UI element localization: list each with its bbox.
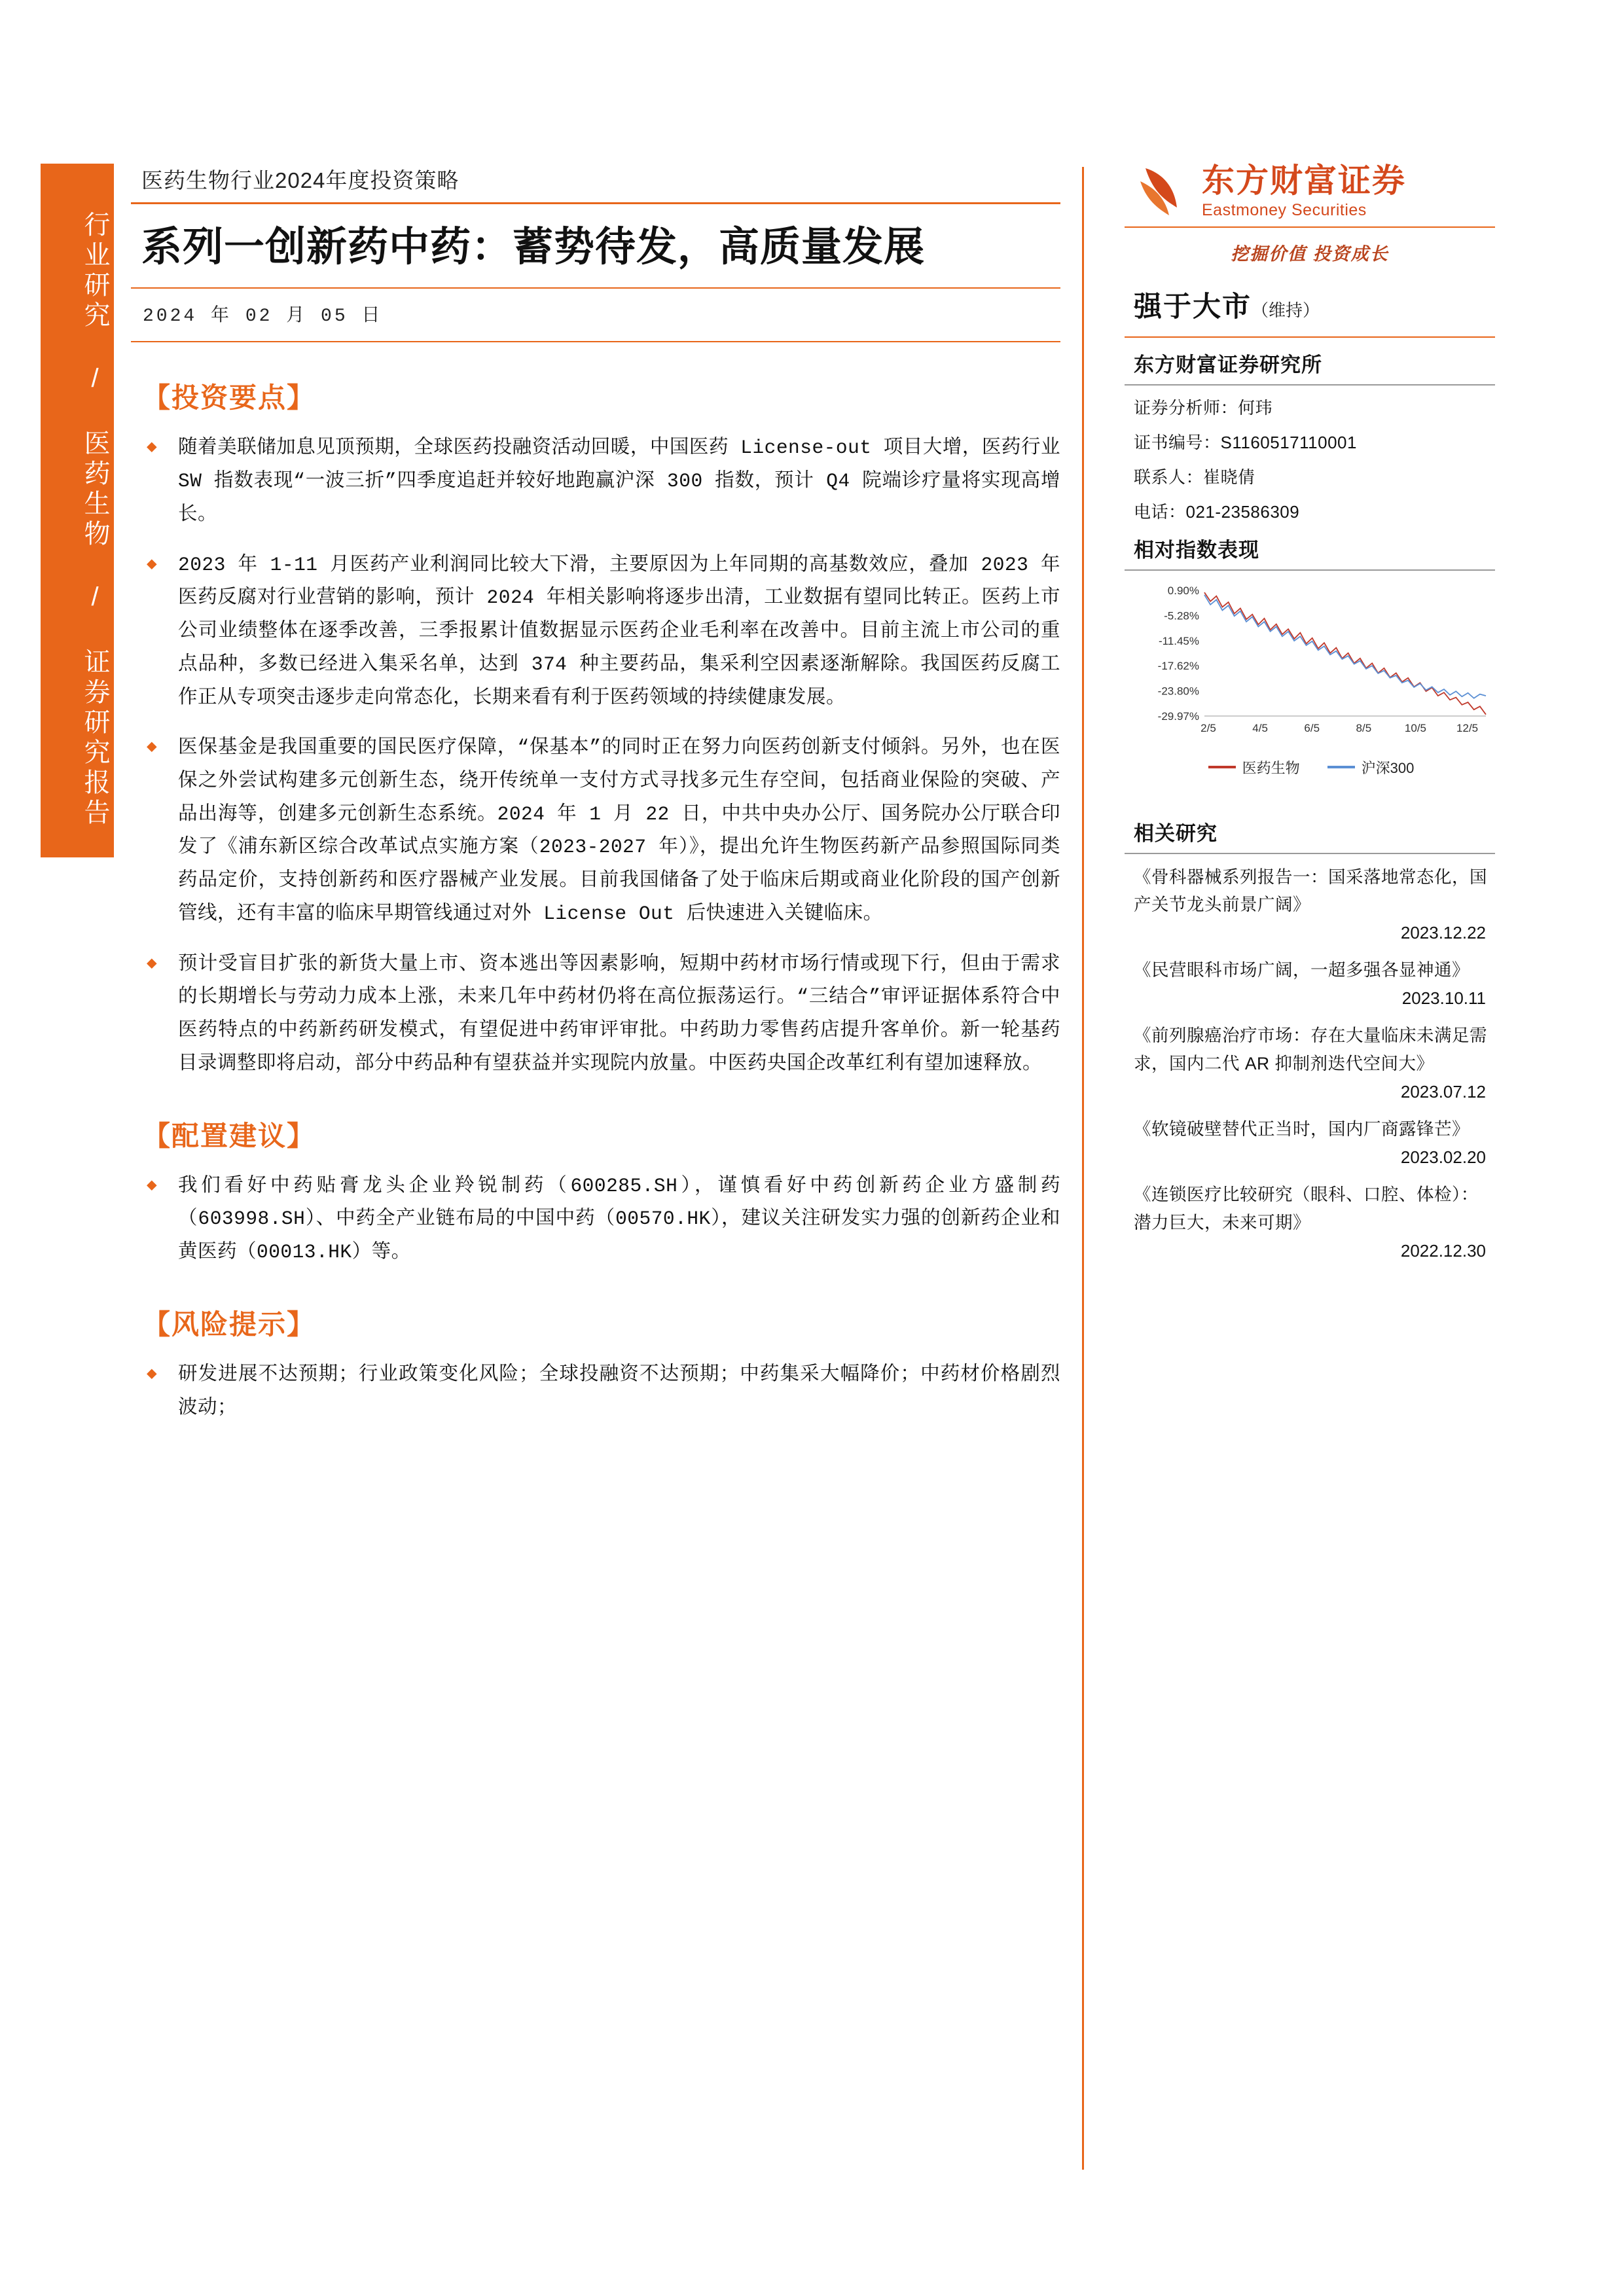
rating-block [1125, 285, 1495, 325]
contact-phone: 电话：021-23586309 [1134, 501, 1300, 522]
sidebar-label: 行业研究 / 医药生物 / 证券研究报告 [81, 211, 109, 829]
list-item[interactable]: 《连锁医疗比较研究（眼科、口腔、体检）：潜力巨大，未来可期》 [1134, 1185, 1479, 1232]
brand-rule [1125, 226, 1495, 228]
list-item-date: 2023.12.22 [1400, 923, 1486, 943]
svg-text:12/5: 12/5 [1456, 721, 1479, 734]
list-item: ◆ 研发进展不达预期；行业政策变化风险；全球投融资不达预期；中药集采大幅降价；中药材价格剧烈波动； [131, 1358, 1060, 1424]
list-item-date: 2023.02.20 [1400, 1147, 1486, 1168]
highlights-list [131, 431, 1060, 1080]
list-item: ◆ 医保基金是我国重要的国民医疗保障，“保基本”的同时正在努力向医药创新支付倾斜。另外，也在医保之外尝试构建多元创新生态，绕开传统单一支付方式寻找多元生存空间，包括商业保险的突破、产品出海等，创建多元创新生态系统。2024 年 1 月 22 日，中共中央办公厅、国务院办公厅联合印发了《浦东新区综合改革试点实施方案（2023-2027 年）》，提出允许生物医药新产品参照国际同类药品定价，支持创新药和医疗器械产业发展。目前我国储备了处于临床后期或商业化阶段的国产创新管线，还有丰富的临床早期管线通过对外 License Out 后快速进入关键临床。 [131, 731, 1060, 930]
date-rule [131, 341, 1060, 342]
svg-text:-11.45%: -11.45% [1158, 634, 1199, 647]
list-item[interactable]: 《民营眼科市场广阔，一超多强各显神通》 [1134, 960, 1470, 980]
section-title-highlights: 【投资要点】 [143, 382, 316, 414]
list-item[interactable]: 《软镜破壁替代正当时，国内厂商露锋芒》 [1134, 1119, 1470, 1139]
section-title-risk: 【风险提示】 [143, 1308, 316, 1340]
analyst-name: 证券分析师：何玮 [1134, 397, 1273, 418]
section-title-allocation: 【配置建议】 [143, 1120, 316, 1151]
risk-list [131, 1358, 1060, 1424]
chart-legend [1127, 757, 1495, 778]
svg-text:-5.28%: -5.28% [1164, 609, 1199, 622]
chart-title: 相对指数表现 [1134, 538, 1259, 562]
svg-text:-23.80%: -23.80% [1157, 685, 1199, 698]
page-title: 系列一创新药中药：蓄势待发，高质量发展 [141, 224, 926, 270]
list-item: ◆ 我们看好中药贴膏龙头企业羚锐制药（600285.SH），谨慎看好中药创新药企业方盛制药（603998.SH）、中药全产业链布局的中国中药（00570.HK），建议关注研发实力强的创新药企业和黄医药（00013.HK）等。 [131, 1170, 1060, 1269]
svg-text:-17.62%: -17.62% [1157, 659, 1199, 672]
list-item-date: 2022.12.30 [1400, 1240, 1486, 1261]
svg-text:6/5: 6/5 [1304, 721, 1320, 734]
institute-rule [1125, 384, 1495, 386]
contact-name: 联系人：崔晓倩 [1134, 467, 1255, 487]
brand-slogan: 挖掘价值 投资成长 [1231, 243, 1389, 264]
sidebar-panel [1125, 164, 1495, 1274]
rating-rule [1125, 336, 1495, 338]
related-rule [1125, 853, 1495, 854]
svg-text:2/5: 2/5 [1200, 721, 1216, 734]
analyst-cert: 证书编号：S1160517110001 [1134, 432, 1357, 452]
svg-text:4/5: 4/5 [1252, 721, 1268, 734]
brand-name: 东方财富证券 [1202, 162, 1406, 199]
allocation-list [131, 1170, 1060, 1269]
list-item-date: 2023.07.12 [1400, 1082, 1486, 1102]
chart-canvas [1127, 580, 1494, 744]
legend-label: 沪深300 [1361, 759, 1415, 776]
related-research-list [1125, 863, 1495, 1261]
chart-rule [1125, 569, 1495, 571]
column-divider [1082, 167, 1084, 2170]
list-item: ◆ 2023 年 1-11 月医药产业利润同比较大下滑，主要原因为上年同期的高基数效应，叠加 2023 年医药反腐对行业营销的影响，预计 2024 年相关影响将逐步出清，工业数据有望同比转正。医药上市公司业绩整体在逐季改善，三季报累计值数据显示医药企业毛利率在改善中。目前主流上市公司的重点品种，多数已经进入集采名单，达到 374 种主要药品，集采利空因素逐渐解除。我国医药反腐工作正从专项突击逐步走向常态化，长期来看有利于医药领域的持续健康发展。 [131, 548, 1060, 715]
list-item[interactable]: 《骨科器械系列报告一：国采落地常态化，国产关节龙头前景广阔》 [1134, 867, 1487, 915]
institute-title: 东方财富证券研究所 [1134, 353, 1322, 376]
rating-value: 强于大市 [1134, 291, 1252, 323]
relative-index-chart [1125, 580, 1495, 778]
svg-text:-29.97%: -29.97% [1157, 709, 1199, 723]
brand-name-en: Eastmoney Securities [1202, 200, 1367, 219]
svg-text:0.90%: 0.90% [1167, 584, 1199, 597]
svg-text:8/5: 8/5 [1356, 721, 1372, 734]
legend-item [1208, 757, 1300, 778]
brand-text [1202, 164, 1406, 220]
legend-item [1327, 757, 1415, 778]
eastmoney-logo-icon [1136, 164, 1187, 219]
report-date: 2024 年 02 月 05 日 [143, 306, 383, 327]
list-item[interactable]: 《前列腺癌治疗市场：存在大量临床未满足需求，国内二代 AR 抑制剂迭代空间大》 [1134, 1026, 1487, 1074]
list-item: ◆ 预计受盲目扩张的新货大量上市、资本逃出等因素影响，短期中药材市场行情或现下行，但由于需求的长期增长与劳动力成本上涨，未来几年中药材仍将在高位振荡运行。“三结合”审评证据体系符合中医药特点的中药新药研发模式，有望促进中药审评审批。中药助力零售药店提升客单价。新一轮基药目录调整即将启动，部分中药品种有望获益并实现院内放量。中医药央国企改革红利有望加速释放。 [131, 948, 1060, 1081]
title-rule-bottom [131, 287, 1060, 289]
main-content [131, 164, 1060, 1441]
report-subtitle: 医药生物行业2024年度投资策略 [141, 168, 460, 192]
legend-label: 医药生物 [1242, 759, 1300, 776]
svg-text:10/5: 10/5 [1404, 721, 1427, 734]
related-research-title: 相关研究 [1134, 821, 1218, 845]
title-rule-top [131, 202, 1060, 204]
list-item-date: 2023.10.11 [1401, 988, 1486, 1009]
brand-logo [1125, 164, 1495, 220]
legend-swatch-0 [1208, 766, 1236, 768]
list-item: ◆ 随着美联储加息见顶预期，全球医药投融资活动回暖，中国医药 License-out 项目大增，医药行业 SW 指数表现“一波三折”四季度追赶并较好地跑赢沪深 300 指数，预计 Q4 院端诊疗量将实现高增长。 [131, 431, 1060, 531]
legend-swatch-1 [1327, 766, 1355, 768]
rating-note: （维持） [1252, 300, 1320, 320]
